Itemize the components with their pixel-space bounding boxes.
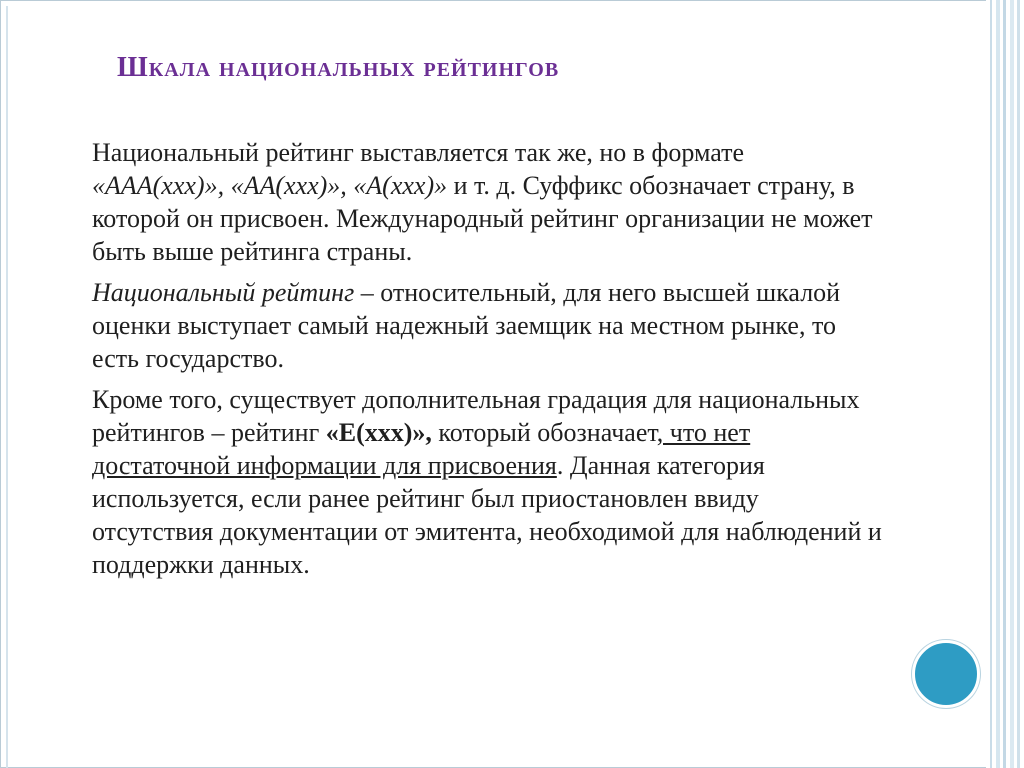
slide-title: Шкала национальных рейтингов bbox=[117, 52, 560, 83]
paragraph-2 bbox=[92, 276, 882, 375]
p3-rating-e: «Е(xxx)», bbox=[325, 418, 432, 447]
p2-term: Национальный рейтинг bbox=[92, 278, 355, 307]
p1-format-examples: «ААА(xxx)», «AA(xxx)», «A(xxx)» bbox=[92, 171, 448, 200]
p3-text-3: который обозначает bbox=[431, 418, 657, 447]
p2-text-2: – относительный, для него высшей шкалой оценки выступает самый надежный заемщик на местном рынке, то есть государство. bbox=[92, 278, 841, 373]
decorative-stripes bbox=[986, 0, 1024, 768]
p3-text-1: Кроме того, существует дополнительная градация для национальных рейтингов – рейтинг bbox=[92, 385, 860, 447]
p1-text-1: Национальный рейтинг выставляется так же, но в формате bbox=[92, 138, 745, 167]
accent-circle bbox=[912, 640, 980, 708]
paragraph-1 bbox=[92, 136, 882, 268]
paragraph-3 bbox=[92, 383, 882, 581]
p3-underlined-text: , что нет достаточной информации для присвоения bbox=[92, 418, 751, 480]
p1-text-3: и т. д. Суффикс обозначает страну, в которой он присвоен. Международный рейтинг организации не может быть выше рейтинга страны. bbox=[92, 171, 873, 266]
p3-text-5: . Данная категория используется, если ранее рейтинг был приостановлен ввиду отсутствия документации от эмитента, необходимой для наблюдений и поддержки данных. bbox=[92, 451, 882, 579]
slide-content bbox=[92, 136, 882, 589]
